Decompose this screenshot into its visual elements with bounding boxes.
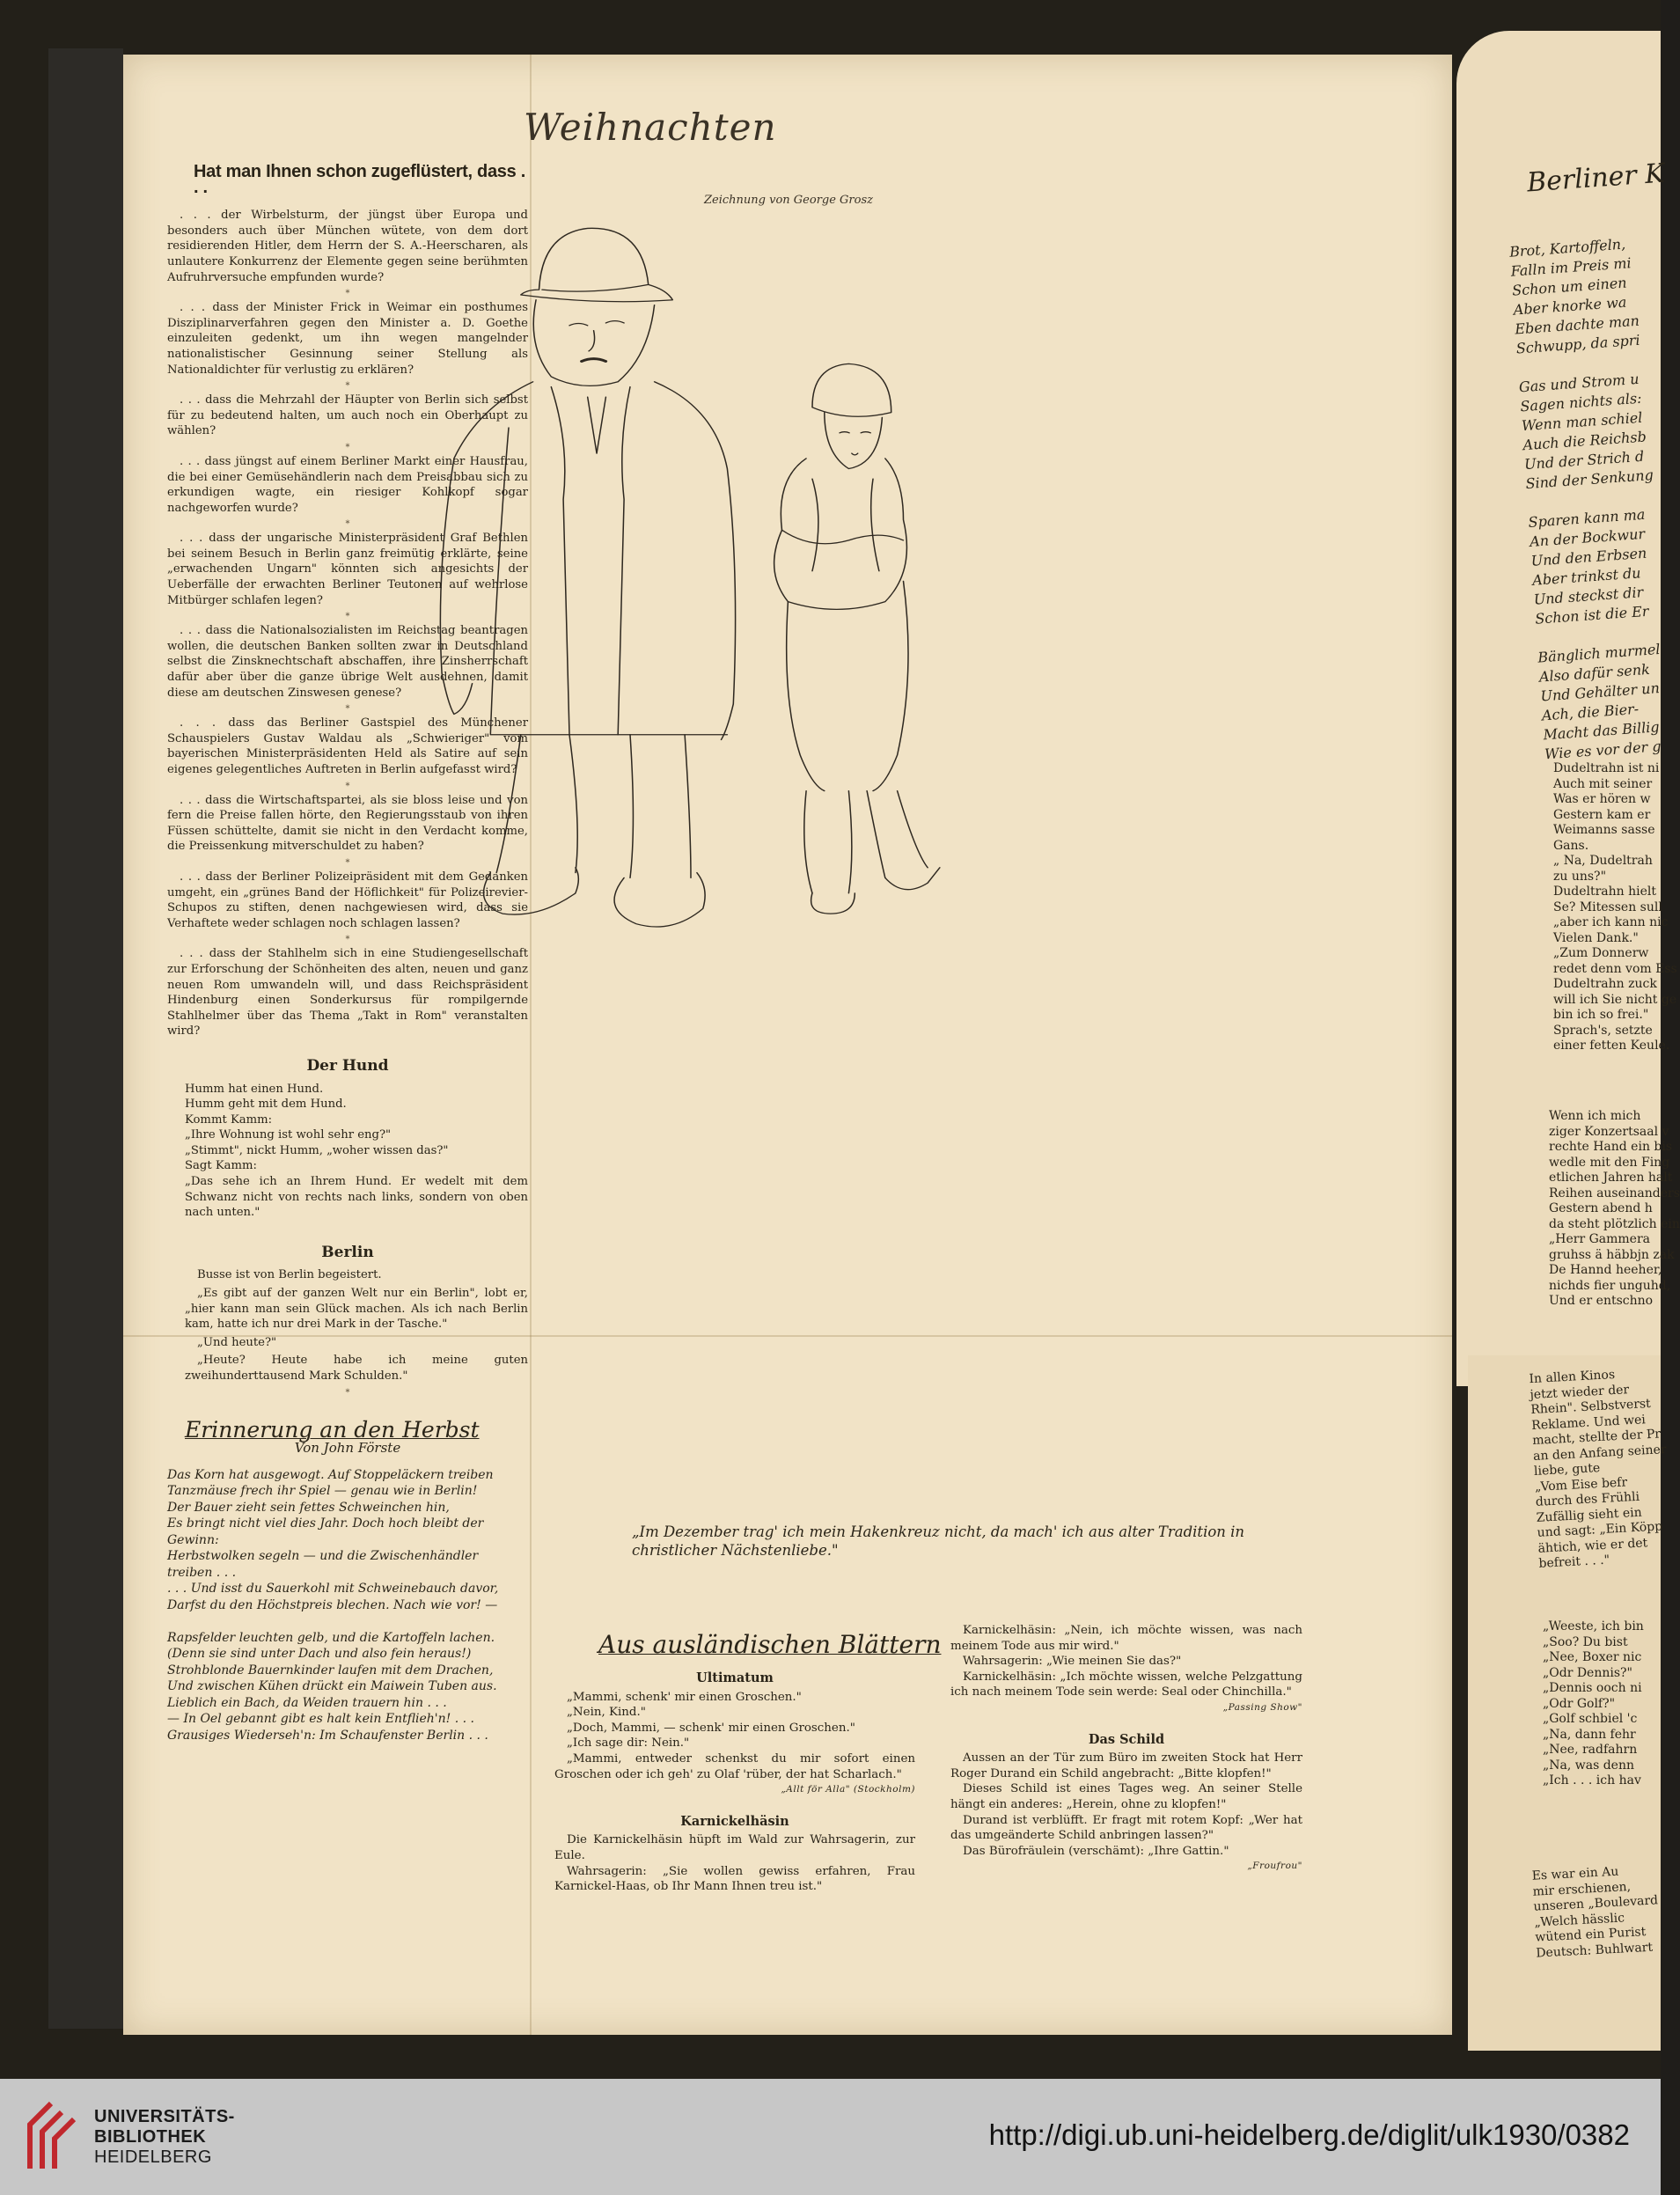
berlin-text [185, 1267, 528, 1384]
right-block-2 [1549, 1109, 1680, 1310]
right-text-line: unseren „Boulevard [1533, 1893, 1659, 1914]
right-text-line: will ich Sie nicht ge [1553, 992, 1677, 1007]
right-text-line: macht, stellte der Pr [1531, 1427, 1662, 1449]
right-text-line: Auch mit seiner [1553, 776, 1653, 791]
right-text-line: Was er hören w [1553, 792, 1651, 806]
schild-text [950, 1751, 1302, 1859]
library-logo-icon [25, 2098, 79, 2172]
right-text-line: Rhein". Selbstverst [1530, 1396, 1652, 1418]
karnickel-line: Wahrsagerin: „Sie wollen gewiss erfahren, Frau Karnickel-Haas, ob Ihr Mann Ihnen treu ist." [554, 1864, 915, 1894]
schild-source: „Froufrou" [1247, 1861, 1302, 1872]
newspaper-page [123, 55, 1452, 2035]
right-block-3 [1529, 1365, 1672, 1572]
divider-star: * [345, 612, 350, 622]
right-poem-line: Falln im Preis mi [1510, 254, 1632, 280]
divider-star: * [345, 381, 350, 392]
right-text-line: Wenn ich mich [1549, 1109, 1641, 1123]
right-text-line: De Hannd heeher, [1549, 1263, 1662, 1277]
right-text-line: gruhss ä häbbjn zak [1549, 1247, 1675, 1262]
right-text-line: wedle mit den Fing [1549, 1155, 1670, 1170]
karnickel-text-cont [950, 1623, 1302, 1700]
hund-line: Humm hat einen Hund. [185, 1082, 324, 1096]
right-text-line: „aber ich kann nic [1553, 915, 1669, 929]
karnickel-text [554, 1832, 915, 1894]
poem-line: Grausiges Wiederseh'n: Im Schaufenster Berlin . . . [167, 1728, 488, 1743]
poem-line: Das Korn hat ausgewogt. Auf Stoppeläckern treiben [167, 1467, 494, 1482]
karnickel-line: Wahrsagerin: „Wie meinen Sie das?" [963, 1655, 1182, 1669]
right-poem-line: Also dafür senk [1538, 660, 1651, 686]
gossip-item: . . . dass jüngst auf einem Berliner Markt einer Hausfrau, die bei einer Gemüsehändlerin nach dem Preisabbau sich zu erkundigen wagte, ein riesiger Kohlkopf sogar nachgeworfen wurde? [167, 454, 528, 515]
divider-star: * [345, 519, 350, 530]
schild-line: Aussen an der Tür zum Büro im zweiten Stock hat Herr Roger Durand ein Schild angebracht: „Bitte klopfen!" [950, 1751, 1302, 1780]
poem-line: Rapsfelder leuchten gelb, und die Kartoffeln lachen. [167, 1630, 495, 1645]
gossip-item: . . . dass die Wirtschaftspartei, als sie bloss leise und von fern die Preise fallen hörte, den Regierungsstaub von ihren Füssen schüttelte, damit sie nicht in den Verdacht komme, die Preissenkung mitverschuldet zu haben? [167, 793, 528, 854]
right-block-5 [1531, 1862, 1661, 1961]
right-text-line: wütend ein Purist [1535, 1925, 1647, 1945]
gossip-heading: Hat man Ihnen schon zugeflüstert, dass . . . [194, 162, 525, 197]
right-poem-line: Ach, die Bier- [1541, 700, 1640, 724]
herbst-poem [167, 1467, 528, 1744]
blaetter-col-left [554, 1667, 915, 1895]
hund-text [185, 1082, 528, 1175]
right-text-line: „Herr Gammera [1549, 1232, 1650, 1246]
footer-bar [0, 2079, 1661, 2195]
right-poem [1508, 234, 1673, 765]
poem-line: Darfst du den Höchstpreis blechen. Nach wie vor! — [167, 1597, 498, 1612]
poem-line [167, 1613, 528, 1630]
right-poem-line: Bänglich murmel [1537, 640, 1662, 666]
poem-line: . . . Und isst du Sauerkohl mit Schweinebauch davor, [167, 1582, 499, 1597]
ultimatum-text [554, 1690, 915, 1783]
right-poem-line: Brot, Kartoffeln, [1508, 235, 1626, 261]
right-poem-line: An der Bockwur [1529, 525, 1646, 550]
hund-title: Der Hund [306, 1056, 389, 1075]
gossip-item: . . . der Wirbelsturm, der jüngst über Europa und besonders auch über München wütete, von dem dort residierenden Hitler, dem Herrn der S. A.-Heerscharen, als unlautere Konkurrenz der Elemente gegen seine berühmten Aufruhrversuche empfunden wurde? [167, 209, 528, 284]
right-block-4 [1543, 1619, 1644, 1789]
hund-line: „Stimmt", nickt Humm, „woher wissen das?" [185, 1143, 449, 1157]
blaetter-col-right [950, 1623, 1302, 1875]
divider-star: * [345, 442, 350, 452]
right-text-line: Reihen auseinanders [1549, 1186, 1680, 1200]
right-text-line: liebe, gute [1533, 1461, 1601, 1479]
right-text-line: da steht plötzlich ein [1549, 1216, 1680, 1231]
right-poem-line: Wie es vor der g [1544, 738, 1662, 763]
gossip-item: . . . dass die Mehrzahl der Häupter von Berlin sich selbst für zu bedeutend halten, um auch noch ein Oberhaupt zu wählen? [167, 393, 528, 438]
right-text-line: Es war ein Au [1531, 1864, 1619, 1883]
poem-line: (Denn sie sind unter Dach und also fein heraus!) [167, 1647, 472, 1662]
right-text-line: Und er entschno [1549, 1294, 1654, 1308]
right-text-line: „Welch hässlic [1534, 1910, 1625, 1930]
right-text-line: „Weeste, ich bin [1543, 1619, 1644, 1633]
right-text-line: „Na, was denn [1543, 1758, 1634, 1773]
right-text-line: Gestern abend h [1549, 1201, 1653, 1215]
ultimatum-line: „Nein, Kind." [567, 1706, 646, 1720]
right-text-line: Deutsch: Buhlwart [1535, 1940, 1654, 1961]
ultimatum-line: „Mammi, schenk' mir einen Groschen." [567, 1690, 802, 1704]
divider-star: * [345, 935, 350, 945]
gossip-item: . . . dass die Nationalsozialisten im Reichstag beantragen wollen, die deutschen Banken sollten zwar in Deutschland selbst die Zinsknechtschaft abschaffen, ihre Zinsherrschaft dafür aber über die ganze übrige Welt ausdehnen, damit diese am deutschen Zinswesen genese? [167, 624, 528, 700]
poem-line: Tanzmäuse frech ihr Spiel — genau wie in Berlin! [167, 1484, 478, 1499]
right-poem-line: Schon ist die Er [1534, 602, 1650, 628]
right-text-line: und sagt: „Ein Köpp [1537, 1519, 1663, 1540]
right-text-line: ähtich, wie er det [1537, 1535, 1648, 1556]
blaetter-title: Aus ausländischen Blättern [598, 1630, 942, 1659]
right-poem-line: Und Gehälter un [1539, 679, 1661, 705]
herbst-byline: Von John Förste [294, 1440, 401, 1457]
right-poem-line: Schwupp, da spri [1515, 331, 1641, 357]
drawing-title: Weihnachten [524, 106, 777, 149]
right-poem-line: Aber knorke wa [1513, 293, 1627, 319]
right-poem-line: Und steckst dir [1533, 584, 1644, 608]
right-text-line: jetzt wieder der [1530, 1382, 1630, 1402]
karnickel-source: „Passing Show" [1222, 1701, 1302, 1713]
poem-line: Lieblich ein Bach, da Weiden trauern hin . . . [167, 1695, 447, 1710]
right-text-line: Gestern kam er [1553, 807, 1651, 822]
right-text-line: zu uns?" [1553, 869, 1607, 884]
drawing-caption: „Im Dezember trag' ich mein Hakenkreuz nicht, da mach' ich aus alter Tradition in christlicher Nächstenliebe." [632, 1523, 1245, 1559]
right-text-line: Reklame. Und wei [1530, 1412, 1647, 1433]
hund-line: Kommt Kamm: [185, 1112, 273, 1127]
library-name: UNIVERSITÄTS- BIBLIOTHEK HEIDELBERG [94, 2107, 235, 2167]
right-text-line: „Soo? Du bist [1543, 1634, 1628, 1649]
right-text-line: „Dennis ooch ni [1543, 1681, 1642, 1695]
gossip-item: . . . dass der Minister Frick in Weimar ein posthumes Disziplinarverfahren gegen den Minister a. D. Goethe einzuleiten gedenkt, um ihn wegen mangelnder nationalistischer Gesinnung seiner Stellung als Nationaldichter für verlustig zu erklären? [167, 301, 528, 377]
right-text-line: mir erschienen, [1532, 1879, 1632, 1899]
schild-line: Durand ist verblüfft. Er fragt mit rotem Kopf: „Wer hat das umgeänderte Schild anbringen lassen?" [950, 1813, 1302, 1843]
divider-star: * [345, 704, 350, 715]
right-text-line: nichds fier unguhd, [1549, 1278, 1671, 1293]
gossip-item: . . . dass das Berliner Gastspiel des Münchener Schauspielers Gustav Waldau als „Schwieriger" vom bayerischen Ministerpräsidenten Held als Satire auf sein eigenes gelegentliches Auftreten in Berlin aufgefasst wird? [167, 716, 528, 776]
right-text-line: Vielen Dank." [1553, 930, 1639, 945]
right-text-line: Sprach's, setzte [1553, 1023, 1653, 1038]
right-text-line: Dudeltrahn zuck [1553, 977, 1657, 991]
divider-star: * [345, 857, 350, 868]
berlin-paragraph: Busse ist von Berlin begeistert. [197, 1268, 382, 1282]
right-text-line: einer fetten Keule. [1553, 1039, 1670, 1053]
hund-line: „Ihre Wohnung ist wohl sehr eng?" [185, 1128, 392, 1142]
right-poem-line: Auch die Reichsb [1522, 428, 1647, 454]
right-page [1456, 31, 1680, 1386]
berlin-paragraph: „Und heute?" [197, 1335, 277, 1349]
berlin-title: Berlin [321, 1243, 374, 1261]
right-text-line: befreit . . ." [1538, 1553, 1610, 1571]
right-text-line: „Nee, radfahrn [1543, 1743, 1638, 1757]
grosz-drawing [387, 213, 994, 970]
right-poem-line: Und den Erbsen [1530, 544, 1647, 569]
berlin-paragraph: „Es gibt auf der ganzen Welt nur ein Berlin", lobt er, „hier kann man sein Glück machen. Als ich nach Berlin kam, hatte ich nur drei Mark in der Tasche." [185, 1287, 528, 1332]
hund-line: Sagt Kamm: [185, 1159, 257, 1173]
right-text-line: „ Na, Dudeltrah [1553, 854, 1653, 868]
source-url[interactable]: http://digi.ub.uni-heidelberg.de/diglit/ulk1930/0382 [988, 2118, 1630, 2151]
karnickel-line: Die Karnickelhäsin hüpft im Wald zur Wahrsagerin, zur Eule. [554, 1833, 915, 1862]
right-poem-line: Wenn man schiel [1521, 408, 1643, 435]
right-text-line: Gans. [1553, 838, 1589, 853]
right-text-line: redet denn vom Ess [1553, 961, 1677, 976]
right-text-line: bin ich so frei." [1553, 1008, 1649, 1022]
hund-line: Humm geht mit dem Hund. [185, 1098, 347, 1112]
right-text-line: Weimanns sasse [1553, 823, 1655, 837]
right-text-line: ziger Konzertsaal v [1549, 1124, 1669, 1139]
right-poem-line: Sagen nichts als: [1519, 389, 1643, 415]
poem-line: Der Bauer zieht sein fettes Schweinchen hin, [167, 1500, 450, 1515]
divider-star: * [345, 1387, 350, 1398]
right-block-1 [1553, 761, 1677, 1054]
poem-line: Und zwischen Kühen drückt ein Maiwein Tuben aus. [167, 1679, 497, 1694]
poem-line: Herbstwolken segeln — und die Zwischenhändler [167, 1549, 479, 1564]
poem-line: Strohblonde Bauernkinder laufen mit dem Drachen, [167, 1663, 494, 1677]
right-poem-line: Sparen kann ma [1528, 505, 1646, 531]
right-poem-line: Gas und Strom u [1518, 370, 1640, 396]
right-poem-line: Sind der Senkung [1524, 466, 1654, 493]
berlin-paragraph: „Heute? Heute habe ich meine guten zweihunderttausend Mark Schulden." [185, 1354, 528, 1383]
ultimatum-line: „Ich sage dir: Nein." [567, 1736, 690, 1751]
karnickel-line: Karnickelhäsin: „Ich möchte wissen, welche Pelzgattung ich nach meinem Tode sein werde: Seal oder Chinchilla." [950, 1670, 1302, 1699]
gossip-item: . . . dass der Berliner Polizeipräsident mit dem Gedanken umgeht, ein „grünes Band der Höflichkeit" für Polizeirevier-Schupos zu stiften, denen nachgewiesen wird, dass sie Verhaftete weder schlagen noch schlagen lassen? [167, 870, 528, 930]
schild-line: Das Bürofräulein (verschämt): „Ihre Gattin." [963, 1844, 1229, 1858]
right-text-line: „Vom Eise befr [1534, 1474, 1628, 1494]
gossip-item: . . . dass der Stahlhelm sich in eine Studiengesellschaft zur Erforschung der Schönheiten des alten, neuen und ganz neuen Rom umwandeln will, und dass Reichspräsident Hindenburg einen Sonderkursus für rompilgernde Stahlhelmer über das Thema „Takt in Rom" veranstalten wird? [167, 947, 528, 1039]
divider-star: * [345, 781, 350, 791]
right-poem-line: Aber trinkst du [1531, 564, 1642, 589]
right-title: Berliner K [1525, 158, 1666, 199]
ultimatum-title: Ultimatum [696, 1670, 774, 1685]
hund-ending: „Das sehe ich an Ihrem Hund. Er wedelt mit dem Schwanz nicht von rechts nach links, sondern von oben nach unten." [185, 1175, 528, 1220]
poem-line: — In Oel gebannt gibt es halt kein Entflieh'n! . . . [167, 1712, 475, 1727]
right-text-line: Zufällig sieht ein [1536, 1505, 1643, 1525]
right-text-line: rechte Hand ein bis [1549, 1140, 1673, 1154]
ultimatum-line: „Mammi, entweder schenkst du mir sofort einen Groschen oder ich geh' zu Olaf 'rüber, der hat Scharlach." [554, 1751, 915, 1781]
ultimatum-line: „Doch, Mammi, — schenk' mir einen Groschen." [567, 1721, 855, 1735]
right-text-line: etlichen Jahren halt [1549, 1171, 1673, 1185]
right-text-line: Dudeltrahn hielt [1553, 885, 1656, 899]
poem-line: treiben . . . [167, 1565, 237, 1580]
poem-line: Es bringt nicht viel dies Jahr. Doch hoch bleibt der [167, 1516, 484, 1531]
right-text-line: „Zum Donnerw [1553, 946, 1649, 960]
herbst-title: Erinnerung an den Herbst [185, 1416, 480, 1443]
schild-line: Dieses Schild ist eines Tages weg. An seiner Stelle hängt ein anderes: „Herein, ohne zu klopfen!" [950, 1782, 1302, 1811]
schild-title: Das Schild [1088, 1731, 1165, 1747]
karnickel-title: Karnickelhäsin [680, 1813, 789, 1829]
right-poem-line: Eben dachte man [1514, 312, 1640, 338]
karnickel-line: Karnickelhäsin: „Nein, ich möchte wissen, was nach meinem Tode aus mir wird." [950, 1624, 1302, 1653]
right-text-line: durch des Frühli [1535, 1489, 1640, 1509]
right-text-line: an den Anfang seiner [1532, 1442, 1667, 1464]
right-text-line: Dudeltrahn ist ni [1553, 761, 1660, 775]
right-poem-line: Schon um einen [1511, 274, 1628, 299]
divider-star: * [345, 289, 350, 299]
gossip-item: . . . dass der ungarische Ministerpräsident Graf Bethlen bei seinem Besuch in Berlin ganz freimütig erklärte, seine „erwachenden Ungarn" könnten sich angesichts der Ueberfälle der erwachten Berliner Teutonen auf wehrlose Mitbürger schlafen legen? [167, 532, 528, 607]
right-text-line: „Golf schbiel 'c [1543, 1712, 1638, 1726]
right-page-lower [1468, 1355, 1667, 2051]
right-text-line: „Odr Dennis?" [1543, 1665, 1632, 1680]
right-poem-line: Und der Strich d [1523, 447, 1645, 474]
drawing-credit: Zeichnung von George Grosz [704, 194, 873, 207]
right-text-line: In allen Kinos [1529, 1368, 1616, 1387]
poem-line: Gewinn: [167, 1532, 219, 1547]
book-spine [48, 48, 123, 2029]
right-text-line: Se? Mitessen sull [1553, 899, 1662, 914]
right-text-line: „Na, dann fehr [1543, 1727, 1636, 1742]
right-text-line: „Odr Golf?" [1543, 1696, 1616, 1711]
ultimatum-source: „Allt för Alla" (Stockholm) [781, 1784, 915, 1795]
right-poem-line: Macht das Billig [1542, 718, 1661, 744]
right-text-line: „Ich . . . ich hav [1543, 1773, 1641, 1788]
right-text-line: „Nee, Boxer nic [1543, 1650, 1642, 1664]
